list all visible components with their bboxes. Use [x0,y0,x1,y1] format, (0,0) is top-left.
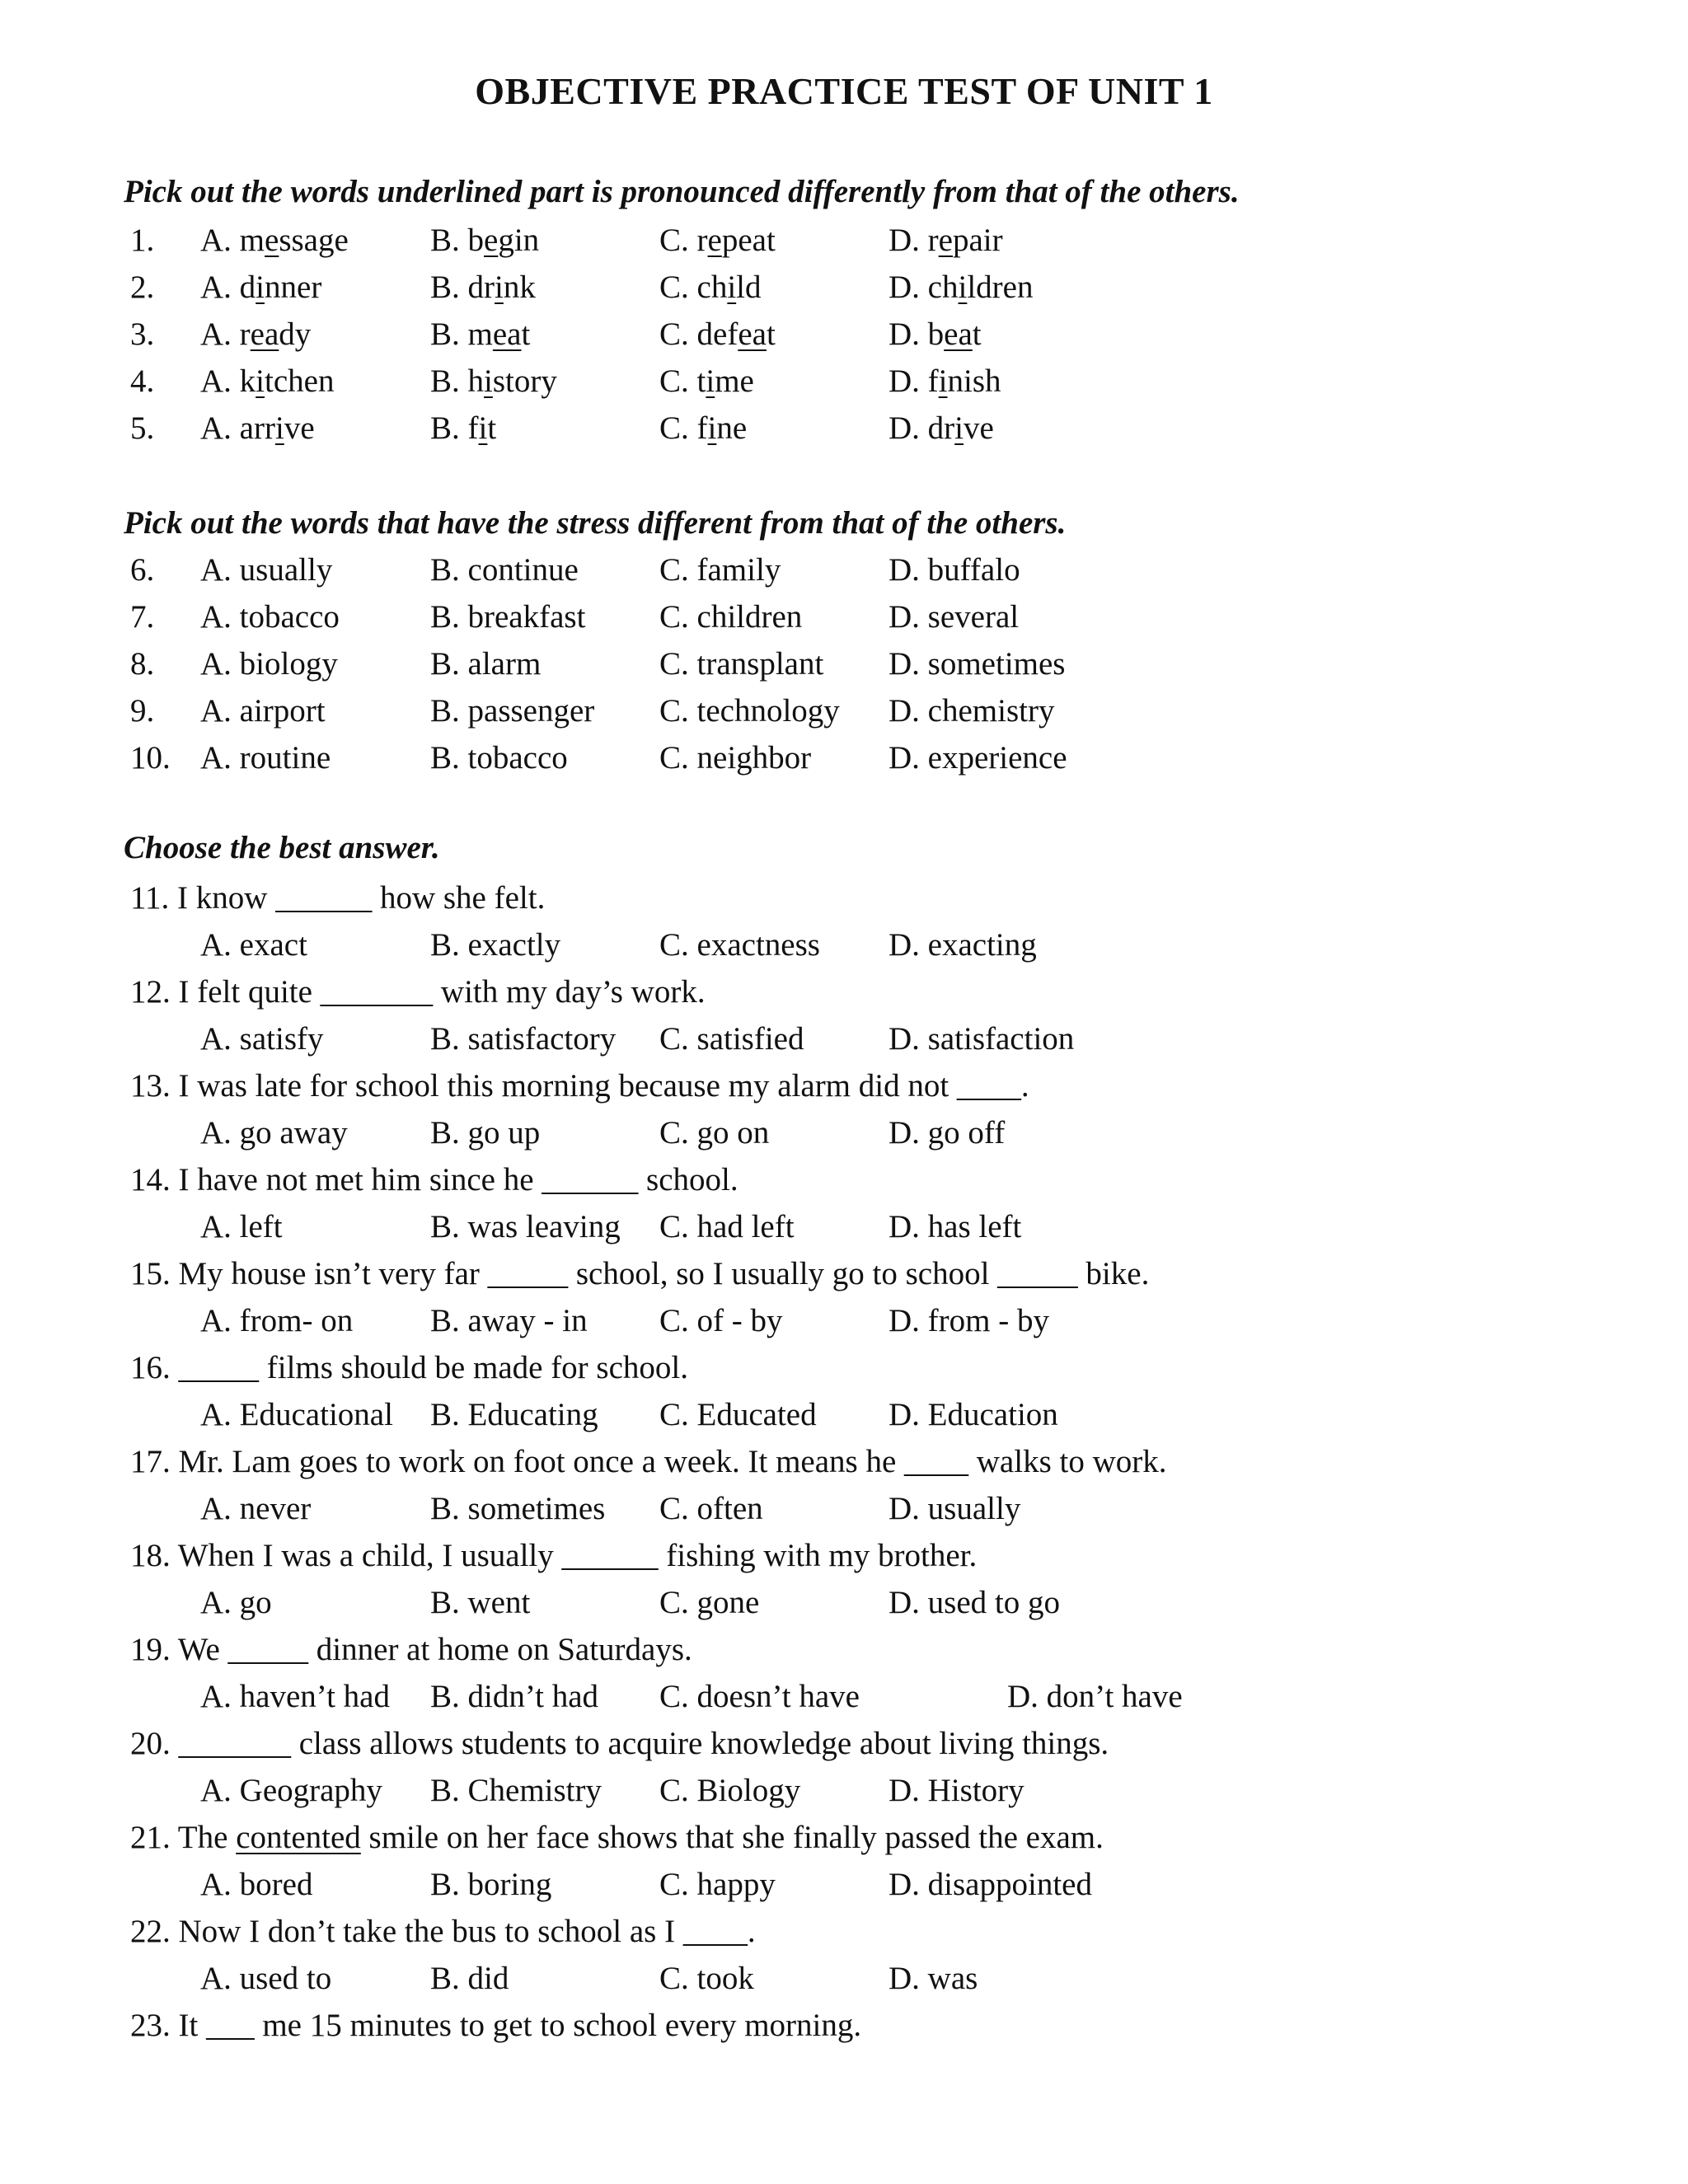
option-d: D. buffalo [889,552,1020,588]
option-label: A. [200,223,240,258]
option-label: B. [430,316,468,352]
option-pre: ch [927,269,959,305]
question-number: 5. [130,410,155,446]
question-11-stem [0,877,1688,920]
option-c [659,407,747,450]
option-c: C. children [659,599,803,635]
option-c: C. Biology [659,1773,801,1808]
question-17-options [0,1488,1688,1530]
option-c: C. transplant [659,646,824,682]
question-14-stem [0,1159,1688,1202]
option-post: pair [952,223,1003,258]
option-c: C. of - by [659,1303,783,1338]
option-label: B. [430,269,468,305]
underlined-letters: i [256,269,265,305]
option-post: dy [279,316,312,352]
question-2 [0,266,1688,309]
option-b: B. breakfast [430,599,586,635]
option-c: C. satisfied [659,1021,804,1057]
option-pre: d [239,269,256,305]
underlined-letters: i [484,363,493,399]
question-15-options [0,1300,1688,1343]
option-d: D. was [889,1961,978,1996]
question-1 [0,219,1688,262]
option-c: C. gone [659,1585,760,1620]
option-c: C. neighbor [659,740,812,776]
question-text: 17. Mr. Lam goes to work on foot once a week. It means he ____ walks to work. [130,1444,1167,1479]
option-b: B. went [430,1585,531,1620]
option-a: A. used to [200,1961,332,1996]
option-c [659,266,762,309]
option-post: ssage [279,223,349,258]
option-d: D. experience [889,740,1067,776]
option-post: t [521,316,531,352]
option-a: A. usually [200,552,333,588]
option-a: A. left [200,1209,283,1244]
option-post: t [972,316,982,352]
option-c: C. took [659,1961,754,1996]
question-text: 12. I felt quite _______ with my day’s work. [130,974,706,1010]
option-a: A. biology [200,646,338,682]
option-b: B. sometimes [430,1491,606,1526]
question-text: 14. I have not met him since he ______ school. [130,1162,738,1197]
question-15-stem [0,1253,1688,1296]
option-post: ldren [967,269,1034,305]
option-post: nk [503,269,536,305]
option-d [889,360,1001,403]
option-b: B. Educating [430,1397,598,1432]
option-b: B. was leaving [430,1209,621,1244]
option-label: C. [659,363,697,399]
option-d: D. History [889,1773,1025,1808]
option-b [430,407,496,450]
option-a: A. routine [200,740,331,776]
option-a: A. Geography [200,1773,382,1808]
question-text: 16. _____ films should be made for school. [130,1350,688,1385]
question-13-stem [0,1065,1688,1108]
option-b: B. away - in [430,1303,588,1338]
question-17-stem [0,1441,1688,1483]
option-d: D. don’t have [1007,1679,1183,1714]
section-heading-best-answer: Choose the best answer. [124,830,440,865]
question-number: 1. [130,223,155,258]
option-d [889,313,982,356]
option-a: A. satisfy [200,1021,324,1057]
option-b [430,266,536,309]
option-c: C. doesn’t have [659,1679,860,1714]
option-post: story [492,363,557,399]
option-label: A. [200,316,240,352]
option-label: B. [430,223,468,258]
section-heading-stress: Pick out the words that have the stress different from that of the others. [124,505,1067,541]
option-label: D. [889,223,928,258]
underlined-letters: i [707,410,717,446]
question-number: 2. [130,269,155,305]
question-5 [0,407,1688,450]
option-c: C. technology [659,693,840,729]
question-16-options [0,1394,1688,1436]
option-post: peat [721,223,776,258]
question-number: 7. [130,599,155,635]
underlined-letters: i [706,363,715,399]
question-10 [0,737,1688,780]
option-c: C. Educated [659,1397,817,1432]
question-4 [0,360,1688,403]
option-pre: f [467,410,479,446]
option-d: D. go off [889,1115,1006,1151]
option-b: B. tobacco [430,740,568,776]
option-a: A. tobacco [200,599,340,635]
option-post: ve [964,410,994,446]
option-label: B. [430,410,468,446]
question-19-options [0,1675,1688,1718]
question-14-options [0,1206,1688,1249]
underlined-letters: i [958,269,968,305]
option-a [200,360,334,403]
question-text: 18. When I was a child, I usually ______ fishing with my brother. [130,1538,978,1573]
option-d: D. sometimes [889,646,1066,682]
option-pre: dr [927,410,955,446]
option-d: D. exacting [889,927,1037,963]
option-b: B. did [430,1961,509,1996]
option-b [430,313,530,356]
option-label: C. [659,410,697,446]
option-post: ld [736,269,762,305]
underlined-letters: ea [738,316,767,352]
question-13-options [0,1112,1688,1155]
option-pre: t [696,363,706,399]
option-c [659,313,776,356]
option-d: D. from - by [889,1303,1049,1338]
option-pre: def [696,316,738,352]
question-11-options [0,924,1688,967]
option-d [889,407,994,450]
option-d [889,219,1003,262]
section-heading-pronunciation: Pick out the words underlined part is pronounced differently from that of the others. [124,174,1240,209]
option-d: D. several [889,599,1020,635]
question-number: 8. [130,646,155,682]
question-text: 19. We _____ dinner at home on Saturdays. [130,1632,692,1667]
question-9 [0,690,1688,733]
underlined-letters: e [484,223,499,258]
option-c: C. exactness [659,927,820,963]
question-number: 4. [130,363,155,399]
option-c [659,360,754,403]
option-pre: h [467,363,485,399]
underlined-word: contented [236,1820,361,1855]
option-a: A. bored [200,1867,313,1902]
question-7 [0,596,1688,639]
option-pre: b [467,223,485,258]
question-18-options [0,1582,1688,1624]
underlined-letters: ea [492,316,522,352]
question-20-options [0,1769,1688,1812]
option-post: ne [716,410,748,446]
question-text: 15. My house isn’t very far _____ school, so I usually go to school _____ bike. [130,1256,1150,1291]
option-pre: f [696,410,708,446]
option-c [659,219,776,262]
question-18-stem [0,1535,1688,1577]
option-post: t [487,410,497,446]
option-b: B. continue [430,552,579,588]
question-12-stem [0,971,1688,1014]
option-b: B. passenger [430,693,595,729]
option-pre: k [239,363,256,399]
option-a [200,266,321,309]
option-a [200,407,315,450]
question-number: 10. [130,740,171,776]
option-pre: dr [467,269,495,305]
option-label: C. [659,269,697,305]
option-a: A. exact [200,927,307,963]
underlined-letters: i [274,410,284,446]
question-text-pre: 21. The [130,1820,237,1855]
question-number: 3. [130,316,155,352]
option-b: B. exactly [430,927,561,963]
underlined-letters: i [256,363,265,399]
underlined-letters: e [938,223,953,258]
option-pre: m [467,316,493,352]
option-d: D. chemistry [889,693,1055,729]
option-post: t [766,316,776,352]
option-a: A. go away [200,1115,348,1151]
option-c: C. often [659,1491,763,1526]
option-pre: m [239,223,265,258]
option-label: D. [889,410,928,446]
option-c: C. had left [659,1209,795,1244]
question-16-stem [0,1347,1688,1390]
option-label: C. [659,316,697,352]
question-text: 23. It ___ me 15 minutes to get to school every morning. [130,2008,862,2043]
option-d: D. used to go [889,1585,1060,1620]
option-post: me [715,363,754,399]
option-a: A. go [200,1585,272,1620]
option-post: tchen [265,363,335,399]
option-a [200,313,311,356]
question-22-stem [0,1910,1688,1953]
option-pre: r [696,223,708,258]
option-c: C. go on [659,1115,770,1151]
underlined-letters: i [727,269,737,305]
question-number: 6. [130,552,155,588]
question-number: 9. [130,693,155,729]
option-b [430,360,557,403]
option-d: D. satisfaction [889,1021,1075,1057]
question-text-post: smile on her face shows that she finally passed the exam. [360,1820,1104,1855]
underlined-letters: e [265,223,279,258]
option-d: D. has left [889,1209,1022,1244]
option-label: D. [889,363,928,399]
option-b: B. Chemistry [430,1773,603,1808]
question-text: 11. I know ______ how she felt. [130,880,546,916]
question-23-stem [0,2004,1688,2047]
option-a: A. never [200,1491,312,1526]
option-a: A. haven’t had [200,1679,390,1714]
option-a: A. airport [200,693,326,729]
underlined-letters: i [495,269,504,305]
option-b: B. didn’t had [430,1679,599,1714]
option-b: B. satisfactory [430,1021,617,1057]
option-c: C. happy [659,1867,776,1902]
option-d: D. disappointed [889,1867,1092,1902]
option-pre: b [927,316,945,352]
underlined-letters: ea [944,316,973,352]
question-21-stem [0,1816,1688,1859]
question-20-stem [0,1722,1688,1765]
question-12-options [0,1018,1688,1061]
option-d [889,266,1033,309]
option-label: B. [430,363,468,399]
option-b: B. go up [430,1115,541,1151]
option-post: ve [284,410,315,446]
option-pre: r [927,223,939,258]
option-label: D. [889,316,928,352]
question-6 [0,549,1688,592]
underlined-letters: i [938,363,948,399]
question-21-options [0,1863,1688,1906]
option-label: C. [659,223,697,258]
option-label: A. [200,410,240,446]
question-22-options [0,1957,1688,2000]
option-d: D. Education [889,1397,1058,1432]
question-text: 22. Now I don’t take the bus to school as I ____. [130,1914,756,1949]
underlined-letters: e [707,223,722,258]
question-text: 20. _______ class allows students to acquire knowledge about living things. [130,1726,1109,1761]
option-a: A. from- on [200,1303,354,1338]
option-b: B. alarm [430,646,542,682]
option-label: A. [200,363,240,399]
page-title: OBJECTIVE PRACTICE TEST OF UNIT 1 [475,70,1213,112]
question-text: 13. I was late for school this morning because my alarm did not ____. [130,1068,1029,1104]
question-text [130,1816,1104,1859]
option-pre: r [239,316,251,352]
option-pre: arr [239,410,275,446]
option-a [200,219,349,262]
option-post: nner [265,269,322,305]
option-label: D. [889,269,928,305]
option-a: A. Educational [200,1397,393,1432]
option-post: nish [947,363,1001,399]
option-c: C. family [659,552,781,588]
question-19-stem [0,1629,1688,1671]
underlined-letters: ea [250,316,279,352]
option-pre: ch [696,269,728,305]
option-d: D. usually [889,1491,1021,1526]
underlined-letters: i [954,410,964,446]
option-b [430,219,539,262]
option-pre: f [927,363,939,399]
underlined-letters: i [478,410,488,446]
question-8 [0,643,1688,686]
option-post: gin [498,223,540,258]
option-b: B. boring [430,1867,552,1902]
option-label: A. [200,269,240,305]
question-3 [0,313,1688,356]
